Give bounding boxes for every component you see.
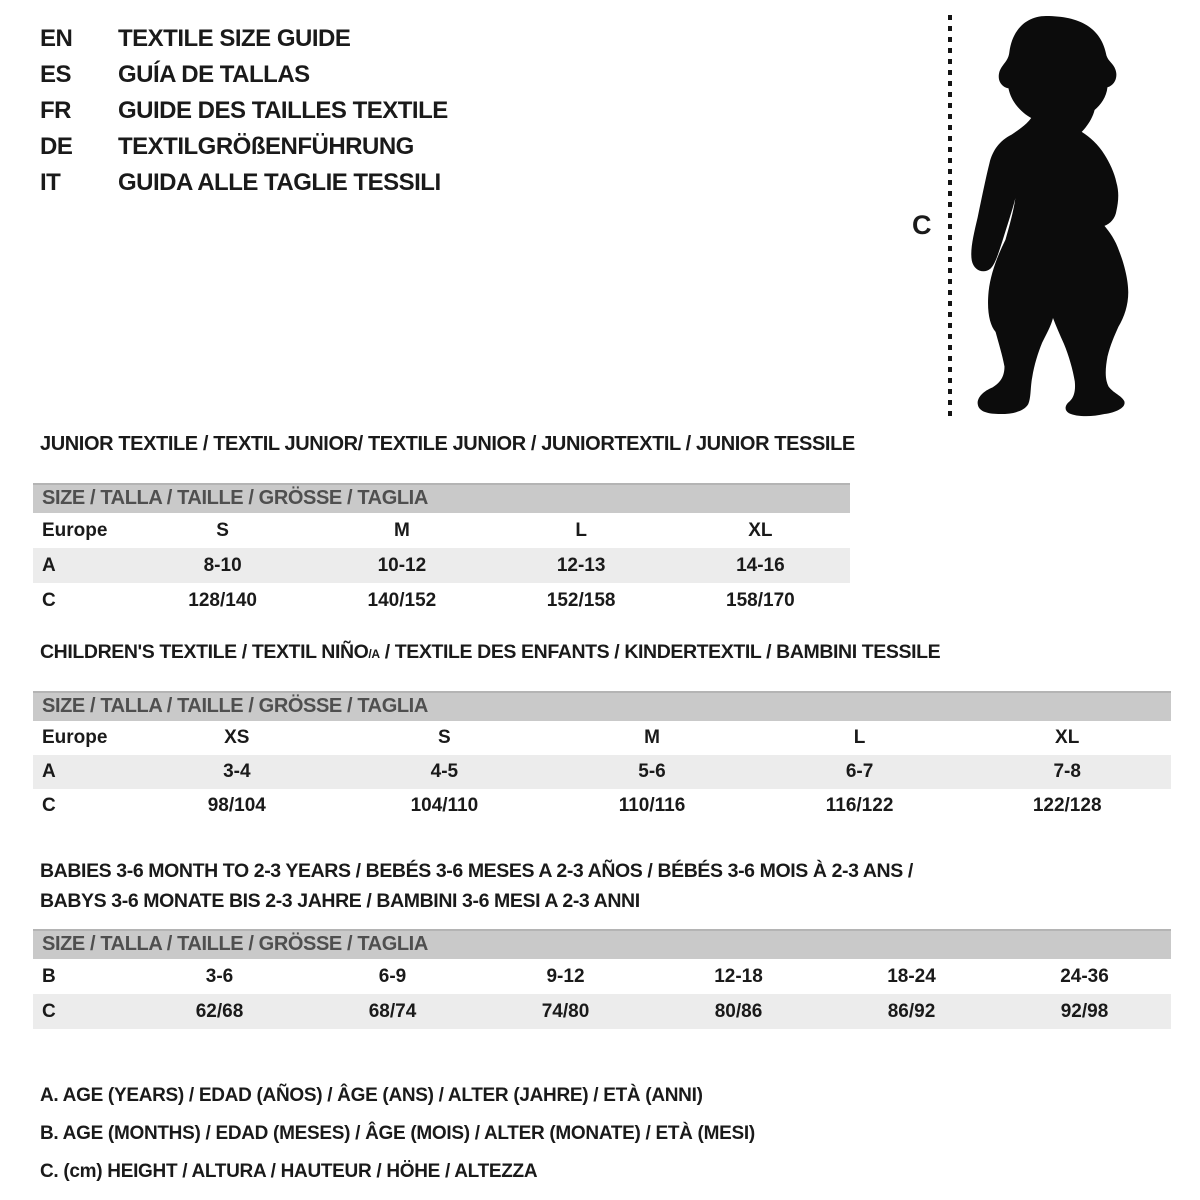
table-cell: L — [575, 519, 587, 541]
legend-height-cm: C. (cm) HEIGHT / ALTURA / HAUTEUR / HÖHE / ALTEZZA — [40, 1161, 538, 1182]
children-title-part1: CHILDREN'S TEXTILE / TEXTIL NIÑO — [40, 641, 369, 663]
children-section-title — [40, 641, 940, 664]
table-row — [33, 548, 850, 583]
table-row — [33, 994, 1171, 1029]
table-cell: 3-6 — [205, 965, 234, 987]
table-cell: 152/158 — [546, 589, 616, 611]
table-cell: 92/98 — [1060, 1000, 1109, 1022]
table-cell: 8-10 — [203, 554, 242, 576]
table-cell: 80/86 — [714, 1000, 763, 1022]
junior-size-header: SIZE / TALLA / TAILLE / GRÖSSE / TAGLIA — [33, 483, 850, 513]
babies-title-line2: BABYS 3-6 MONATE BIS 2-3 JAHRE / BAMBINI 3-6 MESI A 2-3 ANNI — [40, 890, 640, 912]
row-label: A — [42, 554, 56, 576]
table-cell: 68/74 — [368, 1000, 417, 1022]
lang-title-es: GUÍA DE TALLAS — [118, 61, 310, 88]
lang-row-es — [40, 57, 448, 93]
table-cell: XS — [224, 727, 250, 748]
table-row — [33, 513, 850, 548]
toddler-silhouette-icon — [968, 14, 1138, 420]
table-cell: XL — [748, 519, 773, 541]
lang-row-fr — [40, 93, 448, 129]
table-cell: 140/152 — [367, 589, 437, 611]
babies-size-table — [33, 929, 1171, 1029]
table-cell: 10-12 — [377, 554, 427, 576]
language-title-block — [40, 21, 448, 201]
table-cell: 9-12 — [546, 965, 585, 987]
row-label: Europe — [42, 519, 108, 541]
table-cell: 3-4 — [223, 761, 251, 782]
table-cell: 12-18 — [714, 965, 763, 987]
legend-block — [40, 1077, 755, 1191]
lang-code-fr: FR — [40, 97, 71, 124]
row-label: B — [42, 965, 56, 987]
table-cell: 110/116 — [618, 795, 686, 816]
lang-row-en — [40, 21, 448, 57]
children-title-part2: / TEXTILE DES ENFANTS / KINDERTEXTIL / BAMBINI TESSILE — [379, 641, 941, 663]
table-row — [33, 583, 850, 618]
table-cell: 12-13 — [556, 554, 606, 576]
table-cell: 5-6 — [638, 761, 666, 782]
table-row — [33, 721, 1171, 755]
babies-title-line1: BABIES 3-6 MONTH TO 2-3 YEARS / BEBÉS 3-6 MESES A 2-3 AÑOS / BÉBÉS 3-6 MOIS À 2-3 ANS / — [40, 860, 913, 882]
lang-code-it: IT — [40, 169, 61, 196]
table-cell: 158/170 — [726, 589, 795, 611]
table-row — [33, 959, 1171, 994]
table-cell: 62/68 — [195, 1000, 244, 1022]
table-cell: M — [393, 519, 410, 541]
lang-title-fr: GUIDE DES TAILLES TEXTILE — [118, 97, 448, 124]
table-cell: S — [216, 519, 229, 541]
row-label: C — [42, 795, 56, 816]
lang-code-de: DE — [40, 133, 73, 160]
lang-row-it — [40, 165, 448, 201]
table-cell: 7-8 — [1053, 761, 1081, 782]
table-cell: XL — [1055, 727, 1080, 748]
junior-section-title: JUNIOR TEXTILE / TEXTIL JUNIOR/ TEXTILE JUNIOR / JUNIORTEXTIL / JUNIOR TESSILE — [40, 433, 855, 455]
children-title-sub: /A — [368, 647, 380, 661]
lang-code-en: EN — [40, 25, 73, 52]
babies-section-title — [40, 856, 913, 916]
table-cell: 4-5 — [430, 761, 459, 782]
table-row — [33, 755, 1171, 789]
lang-title-it: GUIDA ALLE TAGLIE TESSILI — [118, 169, 441, 196]
row-label: C — [42, 589, 56, 611]
table-cell: 24-36 — [1060, 965, 1109, 987]
row-label: A — [42, 761, 56, 782]
children-size-header: SIZE / TALLA / TAILLE / GRÖSSE / TAGLIA — [33, 691, 1171, 721]
row-label: C — [42, 1000, 56, 1022]
lang-code-es: ES — [40, 61, 72, 88]
lang-title-en: TEXTILE SIZE GUIDE — [118, 25, 351, 52]
junior-size-table — [33, 483, 850, 618]
table-cell: 6-9 — [378, 965, 407, 987]
babies-size-header: SIZE / TALLA / TAILLE / GRÖSSE / TAGLIA — [33, 929, 1171, 959]
table-cell: 14-16 — [736, 554, 785, 576]
table-cell: 104/110 — [410, 795, 479, 816]
legend-age-years: A. AGE (YEARS) / EDAD (AÑOS) / ÂGE (ANS) / ALTER (JAHRE) / ETÀ (ANNI) — [40, 1085, 703, 1106]
table-cell: 98/104 — [207, 795, 266, 816]
height-measure-dashed-line — [948, 15, 952, 417]
table-cell: 122/128 — [1032, 795, 1102, 816]
lang-row-de — [40, 129, 448, 165]
lang-title-de: TEXTILGRÖßENFÜHRUNG — [118, 133, 414, 160]
table-cell: L — [853, 727, 866, 748]
table-row — [33, 789, 1171, 823]
table-cell: 74/80 — [541, 1000, 590, 1022]
height-measure-label: C — [912, 210, 932, 240]
table-cell: 116/122 — [825, 795, 894, 816]
table-cell: M — [644, 727, 660, 748]
table-cell: 6-7 — [845, 761, 874, 782]
table-cell: 128/140 — [188, 589, 257, 611]
legend-age-months: B. AGE (MONTHS) / EDAD (MESES) / ÂGE (MOIS) / ALTER (MONATE) / ETÀ (MESI) — [40, 1123, 755, 1144]
table-cell: S — [438, 727, 451, 748]
table-cell: 18-24 — [887, 965, 936, 987]
children-size-table — [33, 691, 1171, 823]
table-cell: 86/92 — [887, 1000, 936, 1022]
row-label: Europe — [42, 727, 108, 748]
